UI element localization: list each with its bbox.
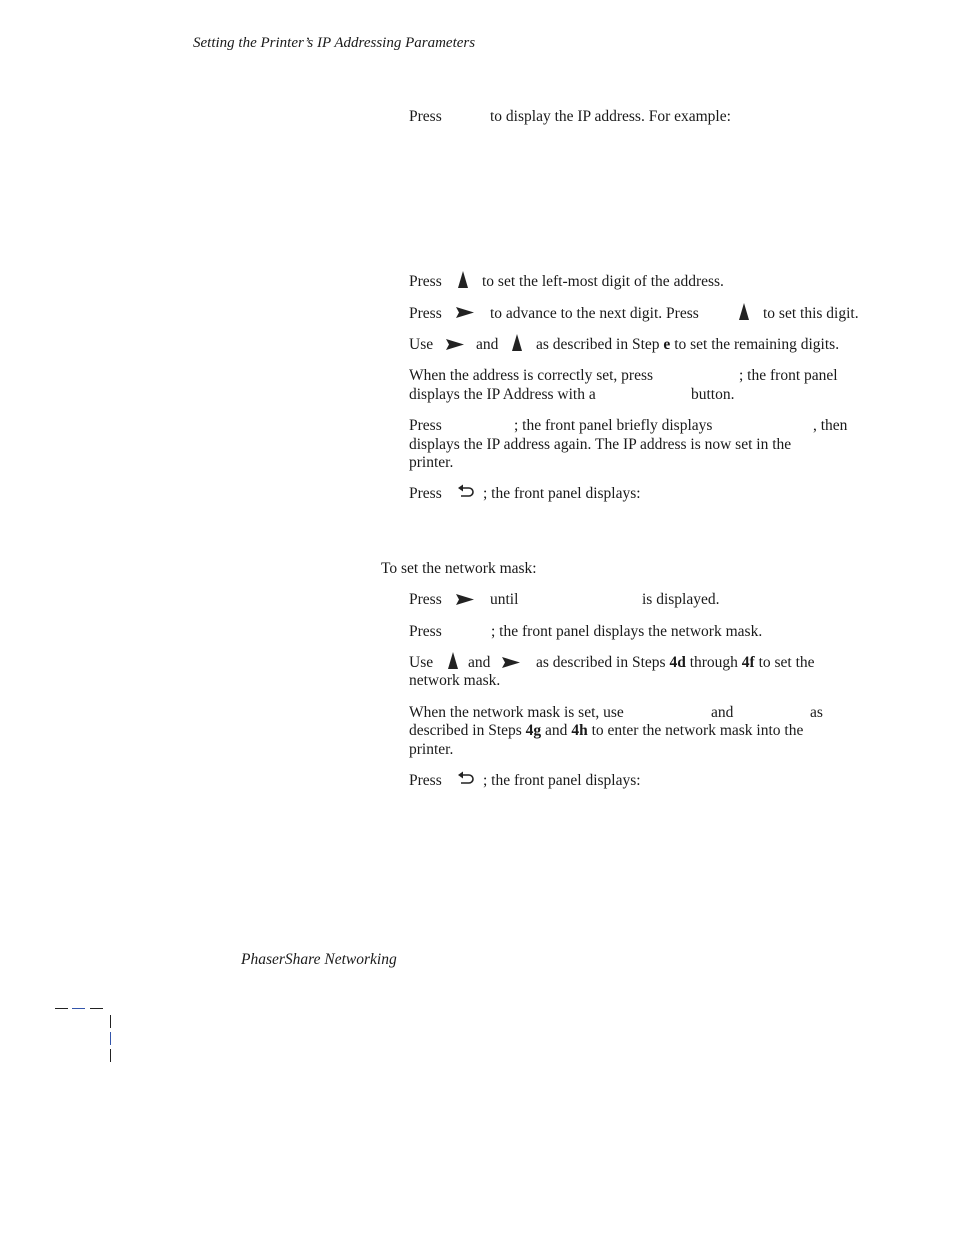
crop-mark bbox=[110, 1049, 111, 1062]
right-arrow-icon bbox=[456, 306, 475, 324]
step-mask-d-l1b: and bbox=[711, 704, 734, 721]
step-ref: 4g bbox=[525, 722, 542, 739]
step-ip-i-l1b: ; the front panel briefly displays bbox=[514, 417, 713, 434]
step-mask-c-use: Use bbox=[409, 654, 434, 671]
step-ref: 4h bbox=[571, 722, 588, 739]
step-ip-g-and: and bbox=[476, 336, 499, 353]
step-text: described in Steps bbox=[409, 722, 522, 739]
step-ref: e bbox=[663, 336, 671, 353]
step-mask-d-l1a: When the network mask is set, use bbox=[409, 704, 624, 721]
crop-mark bbox=[110, 1032, 111, 1045]
step-mask-c-rest bbox=[536, 654, 815, 672]
step-ip-e-press: Press bbox=[409, 273, 442, 290]
step-ref: 4d bbox=[669, 654, 686, 671]
crop-mark bbox=[55, 1008, 68, 1009]
step-ip-h-l2b: button. bbox=[691, 386, 735, 403]
step-ip-i-l1a: Press bbox=[409, 417, 442, 434]
right-arrow-icon bbox=[446, 338, 465, 356]
step-mask-c-and: and bbox=[468, 654, 491, 671]
step-ip-j-press: Press bbox=[409, 485, 442, 502]
step-ip-h-l1b: ; the front panel bbox=[739, 367, 838, 384]
step-text: and bbox=[545, 722, 568, 739]
step-mask-a-until: until bbox=[490, 591, 519, 608]
step-text: as described in Step bbox=[536, 336, 660, 353]
step-mask-e-rest: ; the front panel displays: bbox=[483, 772, 641, 789]
back-arrow-icon bbox=[457, 771, 475, 792]
back-arrow-icon bbox=[457, 484, 475, 505]
step-ip-d bbox=[409, 108, 442, 126]
step-text: through bbox=[689, 654, 738, 671]
step-mask-a-rest: is displayed. bbox=[642, 591, 720, 608]
up-arrow-icon bbox=[457, 271, 469, 294]
step-mask-d-l2 bbox=[409, 722, 803, 740]
step-ip-i-l1c: , then bbox=[813, 417, 848, 434]
up-arrow-icon bbox=[738, 303, 750, 326]
step-ip-g-use: Use bbox=[409, 336, 434, 353]
right-arrow-icon bbox=[456, 593, 475, 611]
step-ip-f-rest: to set this digit. bbox=[763, 305, 859, 322]
step-mask-d-l1c: as bbox=[810, 704, 823, 721]
step-mask-a-press: Press bbox=[409, 591, 442, 608]
footer-title: PhaserShare Networking bbox=[241, 951, 397, 968]
step-ip-j-rest: ; the front panel displays: bbox=[483, 485, 641, 502]
step-mask-c-l2: network mask. bbox=[409, 672, 501, 689]
crop-mark bbox=[110, 1015, 111, 1028]
running-title: Setting the Printer’s IP Addressing Parameters bbox=[193, 35, 476, 51]
step-ip-i-l2: displays the IP address again. The IP address is now set in the bbox=[409, 436, 792, 453]
crop-mark bbox=[90, 1008, 103, 1009]
mask-intro: To set the network mask: bbox=[381, 560, 537, 577]
step-ip-h-l2a: displays the IP Address with a bbox=[409, 386, 596, 403]
step-mask-d-l3: printer. bbox=[409, 741, 454, 758]
step-text: to set the bbox=[758, 654, 815, 671]
step-ip-i-l3: printer. bbox=[409, 454, 454, 471]
step-ip-f-press: Press bbox=[409, 305, 442, 322]
step-ip-g-rest bbox=[536, 336, 839, 354]
step-text: to set the remaining digits. bbox=[674, 336, 840, 353]
step-ip-h-l1a: When the address is correctly set, press bbox=[409, 367, 654, 384]
up-arrow-icon bbox=[511, 334, 523, 357]
step-text: as described in Steps bbox=[536, 654, 666, 671]
step-text: Press bbox=[409, 108, 442, 125]
crop-mark bbox=[72, 1008, 85, 1009]
step-text: to enter the network mask into the bbox=[591, 722, 804, 739]
step-ref: 4f bbox=[741, 654, 755, 671]
step-ip-e-rest: to set the left-most digit of the address. bbox=[482, 273, 724, 290]
step-ip-f-mid: to advance to the next digit. Press bbox=[490, 305, 699, 322]
step-ip-d-rest: to display the IP address. For example: bbox=[490, 108, 731, 125]
step-mask-b-press: Press bbox=[409, 623, 442, 640]
right-arrow-icon bbox=[502, 656, 521, 674]
step-mask-e-press: Press bbox=[409, 772, 442, 789]
step-mask-b-rest: ; the front panel displays the network mask. bbox=[491, 623, 763, 640]
